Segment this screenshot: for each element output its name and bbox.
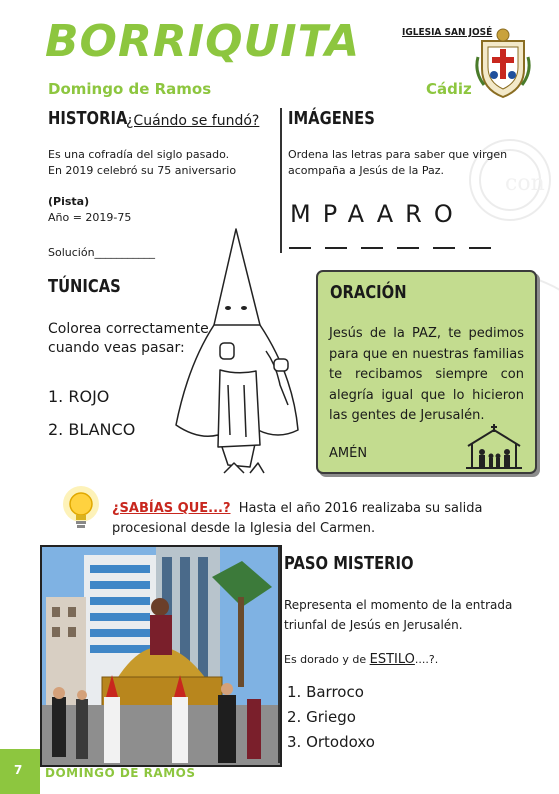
photo-divider xyxy=(278,547,280,763)
oracion-heading: ORACIÓN xyxy=(330,282,407,303)
did-you-know-question: ¿SABÍAS QUE...? xyxy=(112,501,231,516)
estilo-suffix: ....?. xyxy=(414,653,439,666)
style-option-3: 3. Ortodoxo xyxy=(287,733,375,751)
solution-field[interactable]: Solución___________ xyxy=(48,246,156,259)
hint-text: Año = 2019-75 xyxy=(48,211,132,224)
procession-photo xyxy=(40,545,282,767)
did-you-know-body: Hasta el año 2016 realizaba su salida procesional desde la Iglesia del Carmen. xyxy=(112,501,483,536)
historia-text-2: En 2019 celebró su 75 aniversario xyxy=(48,164,237,177)
nazareno-drawing[interactable] xyxy=(168,225,308,475)
answer-blanks[interactable] xyxy=(289,238,494,252)
tunicas-text-1: Colorea correctamente xyxy=(48,321,209,337)
tunica-option-2: 2. BLANCO xyxy=(48,420,136,439)
lightbulb-icon xyxy=(58,486,104,534)
tunicas-text-2: cuando veas pasar: xyxy=(48,340,185,356)
estilo-word: ESTILO xyxy=(369,652,415,667)
tunicas-heading: TÚNICAS xyxy=(48,276,121,297)
misterio-text: Representa el momento de la entrada triunfal de Jesús en Jerusalén. xyxy=(284,598,513,632)
brotherhood-crest-icon xyxy=(474,27,532,99)
scrambled-letters: MPAARO xyxy=(290,200,465,228)
page-title: BORRIQUITA xyxy=(45,16,361,67)
prayer-box xyxy=(316,270,537,474)
imagenes-text-1: Ordena las letras para saber que virgen xyxy=(288,148,508,161)
page-number: 7 xyxy=(14,763,23,777)
style-option-1: 1. Barroco xyxy=(287,683,364,701)
imagenes-text-2: acompaña a Jesús de la Paz. xyxy=(288,164,445,177)
city-label: Cádiz xyxy=(426,80,472,98)
footer-label: DOMINGO DE RAMOS xyxy=(45,766,196,780)
amen-label: AMÉN xyxy=(329,446,368,461)
hint-label: (Pista) xyxy=(48,195,90,208)
page-subtitle: Domingo de Ramos xyxy=(48,80,212,98)
historia-heading: HISTORIA xyxy=(48,108,128,129)
church-family-icon xyxy=(464,424,524,470)
tunica-option-1: 1. ROJO xyxy=(48,387,110,406)
did-you-know-text xyxy=(112,499,532,539)
historia-question: ¿Cuándo se fundó? xyxy=(126,113,260,129)
church-label: IGLESIA SAN JOSÉ xyxy=(402,27,493,38)
prayer-text: Jesús de la PAZ, te pedimos para que en nuestras familias te recibamos siempre con alegría igual que lo hicieron las gentes de Jerusalén. xyxy=(329,326,524,423)
misterio-heading: PASO MISTERIO xyxy=(284,553,414,574)
historia-text-1: Es una cofradía del siglo pasado. xyxy=(48,148,230,161)
style-option-2: 2. Griego xyxy=(287,708,356,726)
imagenes-heading: IMÁGENES xyxy=(288,108,375,129)
svg-text:con: con xyxy=(505,171,545,196)
estilo-prefix: Es dorado y de xyxy=(284,653,367,666)
estilo-question xyxy=(284,652,438,667)
